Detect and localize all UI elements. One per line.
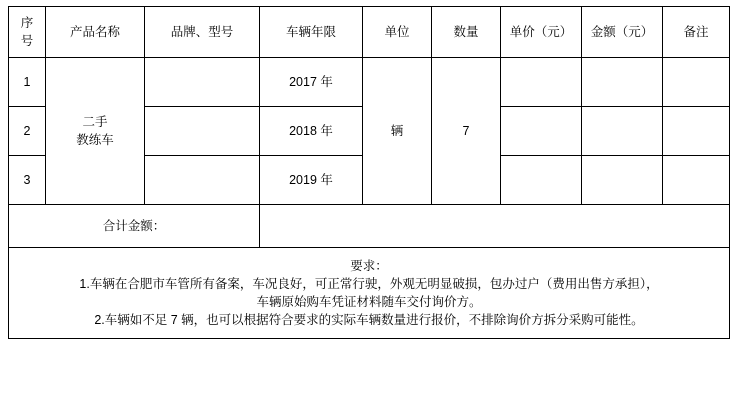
cell-remark <box>663 107 730 156</box>
table-header-row <box>9 7 730 58</box>
cell-brand <box>145 156 260 205</box>
requirements-line-2: 车辆原始购车凭证材料随车交付询价方。 <box>256 295 482 309</box>
cell-unit-price <box>501 58 582 107</box>
cell-unit-price <box>501 156 582 205</box>
column-header-brand: 品牌、型号 <box>145 7 260 58</box>
cell-product <box>46 58 145 205</box>
requirements-line-1: 1.车辆在合肥市车管所有备案，车况良好，可正常行驶，外观无明显破损，包办过户（费用出售方承担）， <box>79 276 659 291</box>
column-header-product: 产品名称 <box>46 7 145 58</box>
total-row <box>9 205 730 248</box>
column-header-qty: 数量 <box>432 7 501 58</box>
column-header-no-line2: 号 <box>20 34 34 48</box>
cell-remark <box>663 156 730 205</box>
total-label: 合计金额： <box>9 205 260 248</box>
column-header-amount: 金额（元） <box>582 7 663 58</box>
requirements-row <box>9 248 730 339</box>
column-header-no-line1: 序 <box>20 15 34 30</box>
cell-no: 3 <box>9 156 46 205</box>
cell-product-line2: 教练车 <box>76 133 114 147</box>
table-row <box>9 58 730 107</box>
table-body <box>9 58 730 339</box>
column-header-unit: 单位 <box>363 7 432 58</box>
vehicle-quote-table <box>8 6 730 339</box>
table-header <box>9 7 730 58</box>
cell-no: 1 <box>9 58 46 107</box>
requirements-title: 要求： <box>350 258 388 273</box>
cell-year: 2018 年 <box>260 107 363 156</box>
requirements-cell <box>9 248 730 339</box>
cell-remark <box>663 58 730 107</box>
requirements-line-3: 2.车辆如不足 7 辆，也可以根据符合要求的实际车辆数量进行报价，不排除询价方拆分采购可能性。 <box>94 313 644 328</box>
cell-unit: 辆 <box>363 58 432 205</box>
cell-brand <box>145 107 260 156</box>
column-header-unit-price: 单价（元） <box>501 7 582 58</box>
cell-year: 2017 年 <box>260 58 363 107</box>
cell-qty: 7 <box>432 58 501 205</box>
cell-amount <box>582 156 663 205</box>
cell-product-line1: 二手 <box>82 114 108 129</box>
column-header-no <box>9 7 46 58</box>
cell-unit-price <box>501 107 582 156</box>
cell-brand <box>145 58 260 107</box>
column-header-year: 车辆年限 <box>260 7 363 58</box>
total-value <box>260 205 730 248</box>
cell-amount <box>582 58 663 107</box>
column-header-remark: 备注 <box>663 7 730 58</box>
cell-amount <box>582 107 663 156</box>
cell-no: 2 <box>9 107 46 156</box>
cell-year: 2019 年 <box>260 156 363 205</box>
